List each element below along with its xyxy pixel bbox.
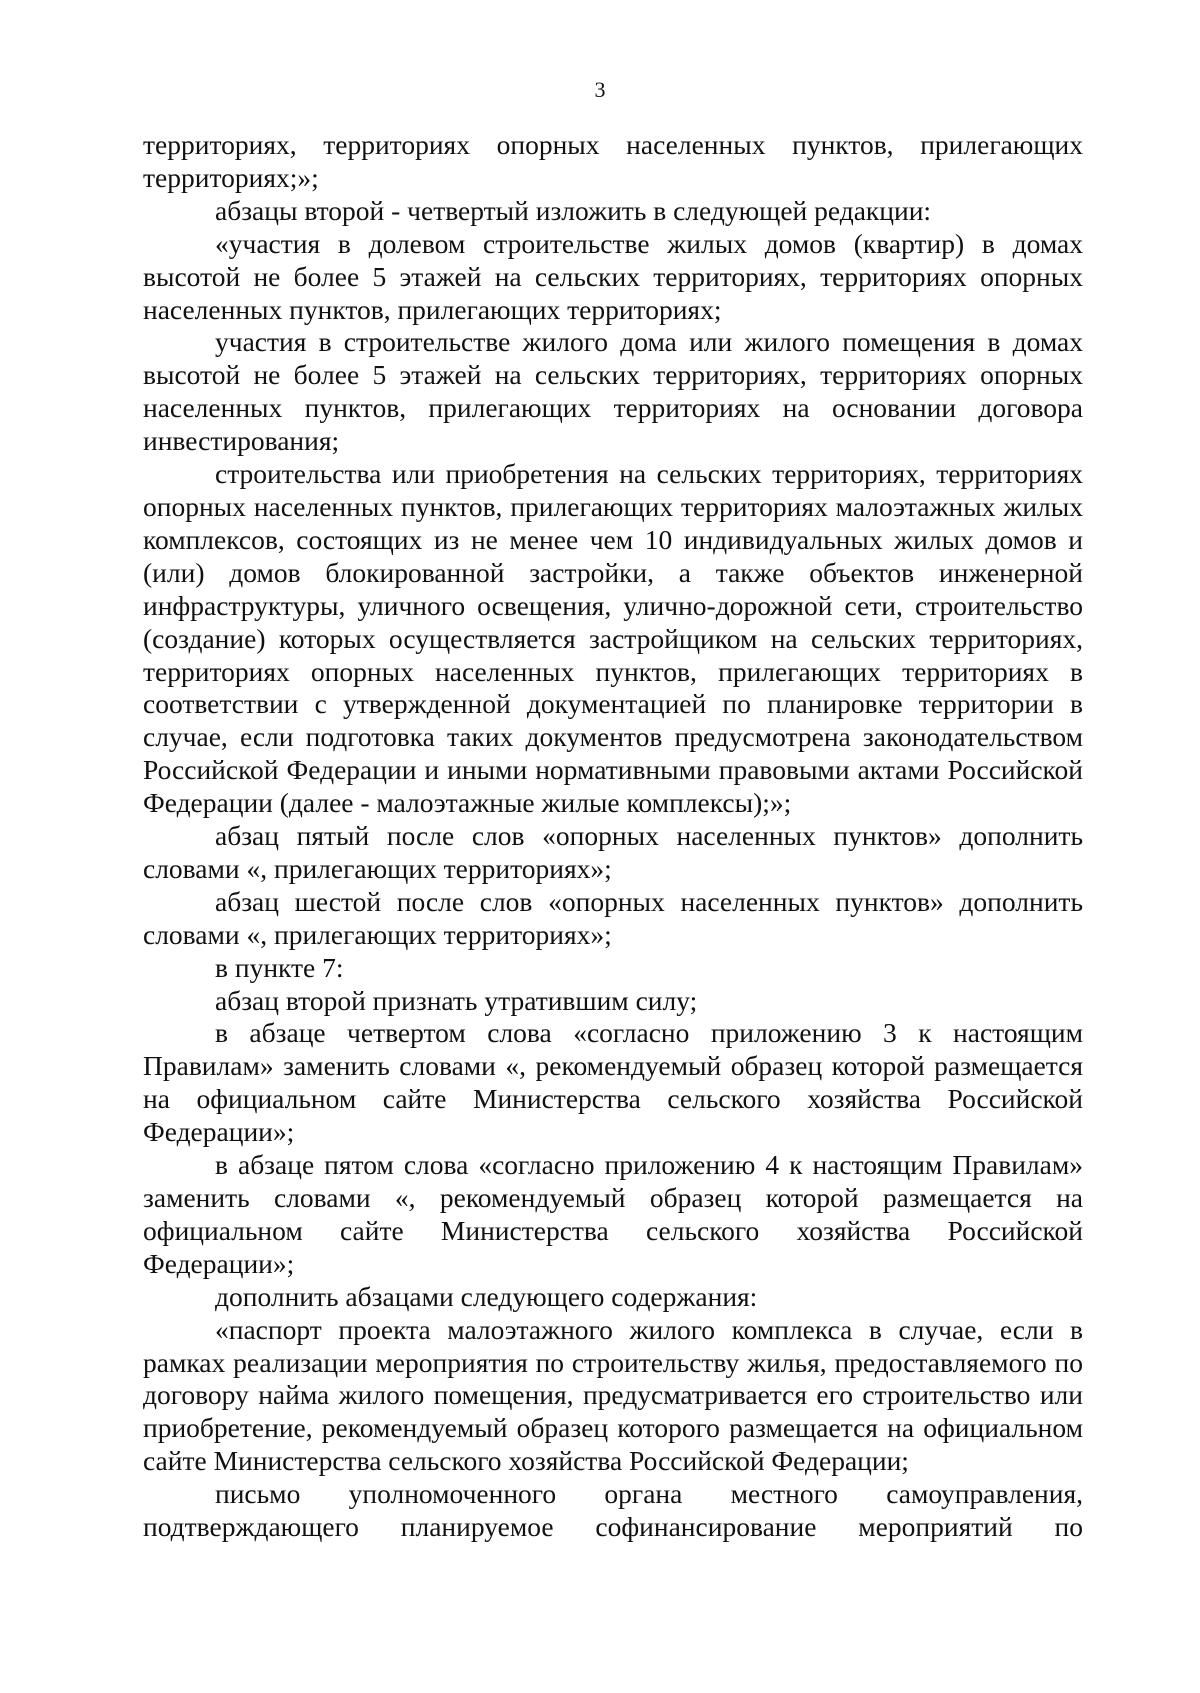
paragraph-2: абзацы второй - четвертый изложить в следующей редакции: bbox=[215, 194, 932, 226]
paragraph-12: дополнить абзацами следующего содержания: bbox=[215, 1280, 758, 1312]
paragraph-10: в абзаце четвертом слова «согласно приложению 3 к настоящим Правилам» заменить словами «, рекомендуемый образец которой размещается на официальном сайте Министерства сельского хозяйства Российской Федерации»; bbox=[143, 1017, 1083, 1148]
paragraph-13: «паспорт проекта малоэтажного жилого комплекса в случае, если в рамках реализации мероприятия по строительству жилья, предоставляемого по договору найма жилого помещения, предусматривается его строительство или приобретение, рекомендуемый образец которого размещается на официальном сайте Министерства сельского хозяйства Российской Федерации; bbox=[143, 1313, 1083, 1477]
paragraph-11: в абзаце пятом слова «согласно приложению 4 к настоящим Правилам» заменить словами «, рекомендуемый образец которой размещается на официальном сайте Министерства сельского хозяйства Российской Федерации»; bbox=[143, 1149, 1083, 1279]
paragraph-4: участия в строительстве жилого дома или жилого помещения в домах высотой не более 5 этажей на сельских территориях, территориях опорных населенных пунктов, прилегающих территориях на основании договора инвестирования; bbox=[143, 326, 1083, 457]
paragraph-9: абзац второй признать утратившим силу; bbox=[215, 984, 698, 1016]
paragraph-8: в пункте 7: bbox=[215, 951, 344, 983]
paragraph-1: территориях, территориях опорных населенных пунктов, прилегающих территориях;»; bbox=[143, 129, 1083, 193]
paragraph-14: письмо уполномоченного органа местного самоуправления, подтверждающего планируемое софинансирование мероприятий по bbox=[143, 1478, 1083, 1543]
paragraph-6: абзац пятый после слов «опорных населенных пунктов» дополнить словами «, прилегающих территориях»; bbox=[143, 820, 1083, 884]
document-body bbox=[143, 129, 1083, 1544]
paragraph-5: строительства или приобретения на сельских территориях, территориях опорных населенных пунктов, прилегающих территориях малоэтажных жилых комплексов, состоящих из не менее чем 10 индивидуальных жилых домов и (или) домов блокированной застройки, а также объектов инженерной инфраструктуры, уличного освещения, улично-дорожной сети, строительство (создание) которых осуществляется застройщиком на сельских территориях, территориях опорных населенных пунктов, прилегающих территориях в соответствии с утвержденной документацией по планировке территории в случае, если подготовка таких документов предусмотрена законодательством Российской Федерации и иными нормативными правовыми актами Российской Федерации (далее - малоэтажные жилые комплексы);»; bbox=[143, 458, 1083, 819]
paragraph-7: абзац шестой после слов «опорных населенных пунктов» дополнить словами «, прилегающих территориях»; bbox=[143, 885, 1083, 950]
page-number: 3 bbox=[594, 77, 606, 102]
paragraph-3: «участия в долевом строительстве жилых домов (квартир) в домах высотой не более 5 этажей на сельских территориях, территориях опорных населенных пунктов, прилегающих территориях; bbox=[143, 227, 1083, 325]
